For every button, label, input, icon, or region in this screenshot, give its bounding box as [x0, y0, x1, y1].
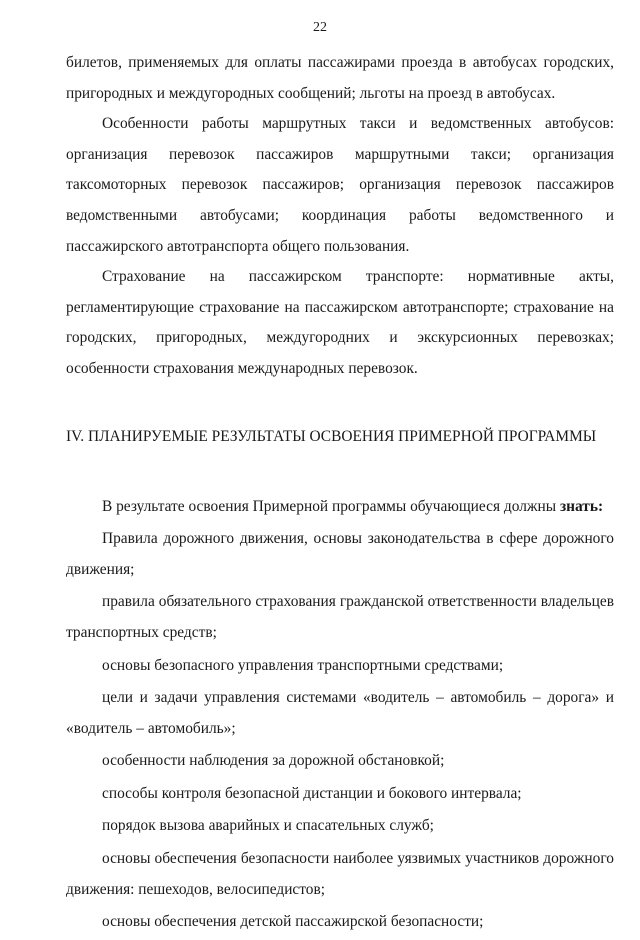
paragraph-insurance: Страхование на пассажирском транспорте: нормативные акты, регламентирующие страхование на пассажирском автотранспорте; страхование на городских, пригородных, междугородних и экскурсионных перевозках; особенности страхования международных перевозок. — [66, 268, 614, 377]
list-item: порядок вызова аварийных и спасательных служб; — [102, 817, 434, 835]
list-item: основы обеспечения детской пассажирской безопасности; — [102, 913, 484, 931]
paragraph-route-taxi: Особенности работы маршрутных такси и ведомственных автобусов: организация перевозок пассажиров маршрутными такси; организация таксомоторных перевозок пассажиров; организация перевозок пассажиров ведомственными автобусами; координация работы ведомственного и пассажирского автотранспорта общего пользования. — [66, 115, 614, 255]
list-item: Правила дорожного движения, основы законодательства в сфере дорожного движения; — [66, 530, 614, 578]
list-item: основы безопасного управления транспортными средствами; — [102, 656, 504, 674]
list-item: цели и задачи управления системами «водитель – автомобиль – дорога» и «водитель – автомобиль»; — [66, 689, 614, 737]
results-lead — [66, 492, 614, 523]
paragraph-continuation: билетов, применяемых для оплаты пассажирами проезда в автобусах городских, пригородных и междугородных сообщений; льготы на проезд в автобусах. — [66, 54, 614, 102]
page-number: 22 — [313, 20, 327, 35]
list-item: основы обеспечения безопасности наиболее уязвимых участников дорожного движения: пешеходов, велосипедистов; — [66, 850, 614, 898]
results-lead-text: В результате освоения Примерной программы обучающиеся должны — [102, 497, 560, 515]
list-item: способы контроля безопасной дистанции и бокового интервала; — [102, 784, 522, 802]
page-body — [66, 48, 614, 940]
results-lead-emphasis: знать: — [559, 497, 604, 515]
section-heading: IV. ПЛАНИРУЕМЫЕ РЕЗУЛЬТАТЫ ОСВОЕНИЯ ПРИМЕРНОЙ ПРОГРАММЫ — [66, 427, 597, 445]
list-item: особенности наблюдения за дорожной обстановкой; — [102, 752, 445, 770]
list-item: правила обязательного страхования гражданской ответственности владельцев транспортных средств; — [66, 593, 614, 641]
